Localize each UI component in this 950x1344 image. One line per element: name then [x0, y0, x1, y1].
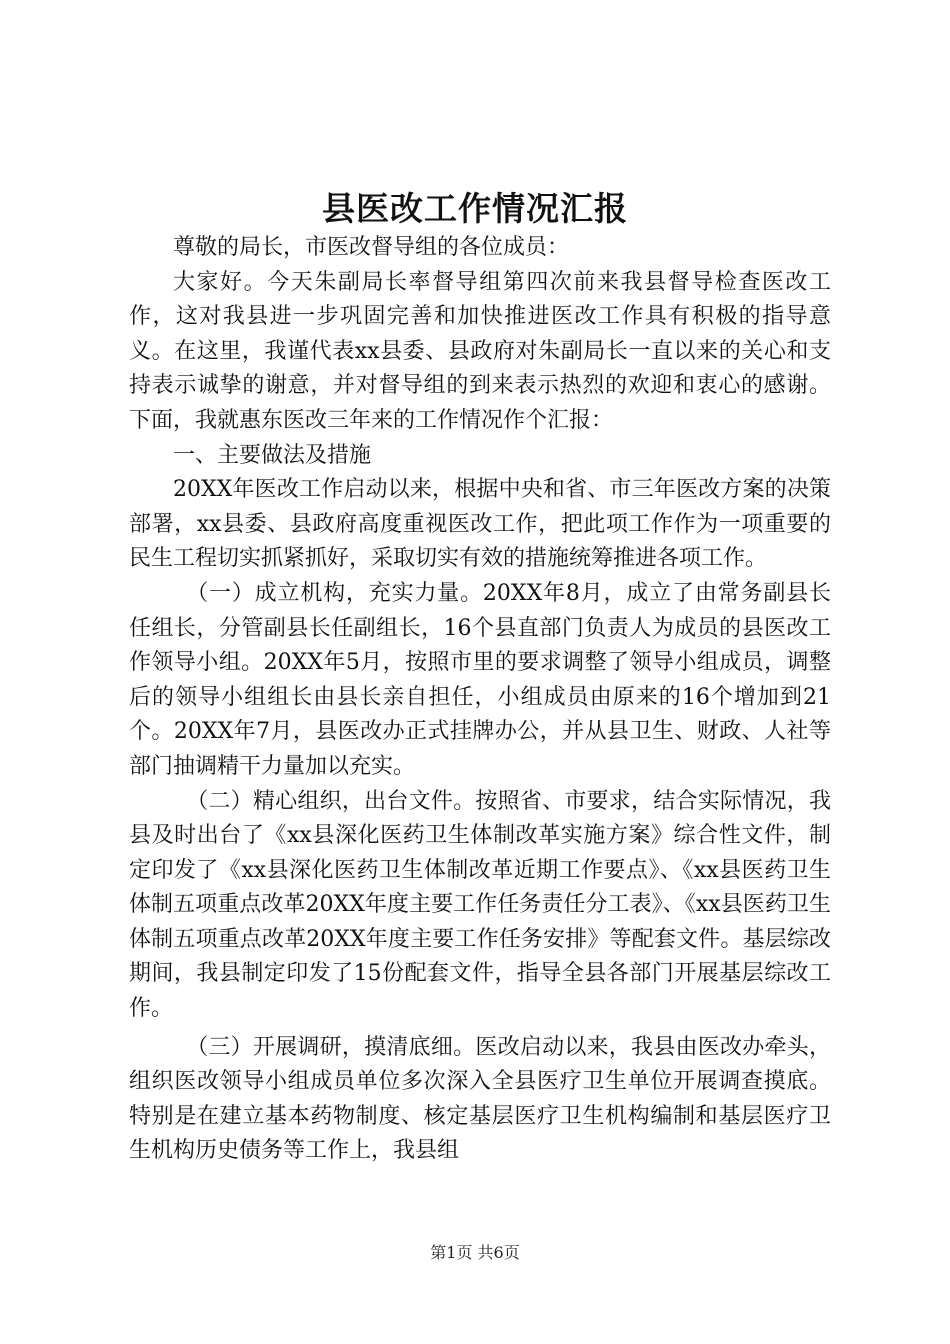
- greeting-paragraph: 大家好。今天朱副局长率督导组第四次前来我县督导检查医改工作，这对我县进一步巩固完善和加快推进医改工作具有积极的指导意义。在这里，我谨代表xx县委、县政府对朱副局长一直以来的关心和支持表示诚挚的谢意，并对督导组的到来表示热烈的欢迎和衷心的感谢。下面，我就惠东医改三年来的工作情况作个汇报：: [129, 269, 831, 433]
- salutation-paragraph: 尊敬的局长，市医改督导组的各位成员：: [173, 235, 570, 260]
- intro-paragraph: 20XX年医改工作启动以来，根据中央和省、市三年医改方案的决策部署，xx县委、县政府高度重视医改工作，把此项工作作为一项重要的民生工程切实抓紧抓好，采取切实有效的措施统筹推进各项工作。: [129, 477, 831, 572]
- document-body: [129, 231, 831, 1169]
- item-three-paragraph: （三）开展调研，摸清底细。医改启动以来，我县由医改办牵头，组织医改领导小组成员单位多次深入全县医疗卫生单位开展调查摸底。特别是在建立基本药物制度、核定基层医疗卫生机构编制和基层医疗卫生机构历史债务等工作上，我县组: [129, 1034, 831, 1164]
- document-title: 县医改工作情况汇报: [322, 189, 628, 228]
- item-one-paragraph: （一）成立机构，充实力量。20XX年8月，成立了由常务副县长任组长，分管副县长任副组长，16个县直部门负责人为成员的县医改工作领导小组。20XX年5月，按照市里的要求调整了领导小组成员，调整后的领导小组组长由县长亲自担任，小组成员由原来的16个增加到21个。20XX年7月，县医改办正式挂牌办公，并从县卫生、财政、人社等部门抽调精干力量加以充实。: [129, 580, 831, 779]
- section-heading: 一、主要做法及措施: [173, 442, 372, 468]
- item-two-paragraph: （二）精心组织，出台文件。按照省、市要求，结合实际情况，我县及时出台了《xx县深化医药卫生体制改革实施方案》综合性文件，制定印发了《xx县深化医药卫生体制改革近期工作要点》、《xx县医药卫生体制五项重点改革20XX年度主要工作任务责任分工表》、《xx县医药卫生体制五项重点改革20XX年度主要工作任务安排》等配套文件。基层综改期间，我县制定印发了15份配套文件，指导全县各部门开展基层综改工作。: [129, 788, 831, 1022]
- page-footer: 第1页 共6页: [430, 1243, 520, 1262]
